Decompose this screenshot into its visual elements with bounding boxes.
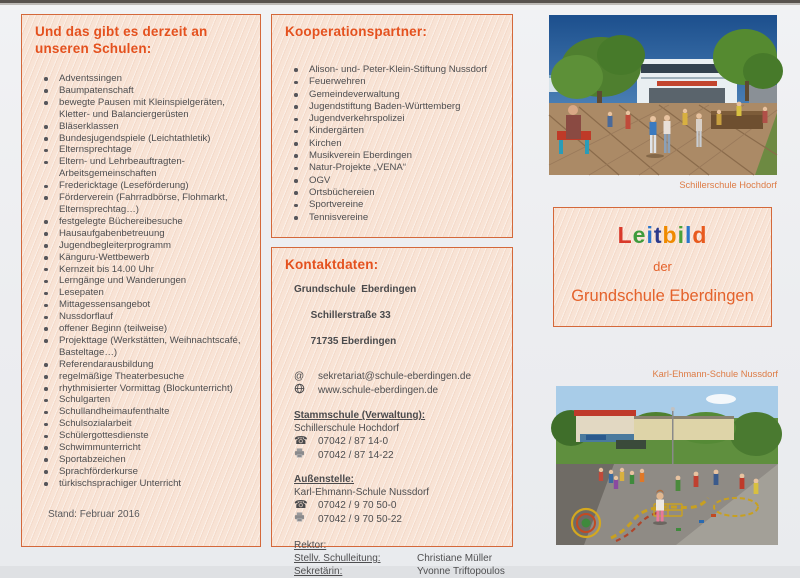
activities-list-item: Sprachförderkurse — [59, 466, 246, 478]
phone-icon: ☎ — [294, 435, 308, 447]
staff-name: Christiane Müller — [417, 553, 493, 564]
date-stamp: Stand: Februar 2016 — [48, 509, 140, 520]
leitbild-subtitle-der: der — [653, 259, 672, 274]
activities-list-item: Nussdorflauf — [59, 311, 246, 323]
staff-row — [294, 565, 512, 578]
activities-list-item: Lerngänge und Wanderungen — [59, 275, 246, 287]
email-row — [294, 370, 512, 383]
schillerschule-photo-art — [549, 15, 777, 175]
staff-row — [294, 552, 512, 565]
staff-role: Rektor: — [294, 540, 327, 551]
partners-list — [272, 64, 504, 224]
partners-list-item: Feuerwehren — [309, 76, 498, 88]
main-school-name: Schillerschule Hochdorf — [294, 423, 400, 434]
activities-list-item: Kernzeit bis 14.00 Uhr — [59, 264, 246, 276]
at-sign-icon: @ — [294, 371, 305, 382]
staff-name: Yvonne Triftopoulos — [417, 566, 505, 577]
activities-list-item: Lesepaten — [59, 287, 246, 299]
partners-list-item: Natur-Projekte „VENA“ — [309, 162, 498, 174]
activities-list-item: regelmäßige Theaterbesuche — [59, 371, 246, 383]
leitbild-letter: e — [632, 222, 647, 248]
leitbild-letter: i — [646, 222, 654, 248]
staff-role: Sekretärin: — [294, 566, 343, 577]
branch-name: Karl-Ehmann-Schule Nussdorf — [294, 487, 430, 498]
leitbild-wordmark — [554, 223, 771, 247]
partners-list-item: Ortsbüchereien — [309, 187, 498, 199]
leitbild-letter: b — [662, 222, 678, 248]
globe-icon — [294, 383, 318, 398]
main-school-phone-row — [294, 435, 512, 448]
activities-list-item: Bundesjugendspiele (Leichtathletik) — [59, 133, 246, 145]
partners-list-item: Sportvereine — [309, 199, 498, 211]
city: 71735 Eberdingen — [310, 336, 397, 347]
activities-list — [22, 73, 252, 490]
activities-list-item: Känguru-Wettbewerb — [59, 252, 246, 264]
activities-list-item: Mittagessensangebot — [59, 299, 246, 311]
activities-list-item: Fredericktage (Leseförderung) — [59, 180, 246, 192]
photo2-caption: Karl-Ehmann-Schule Nussdorf — [652, 369, 778, 379]
main-school-phone: 07042 / 87 14-0 — [318, 436, 389, 447]
activities-list-item: Förderverein (Fahrradbörse, Flohmarkt, Elternsprechtag…) — [59, 192, 246, 216]
main-school-section — [294, 409, 512, 462]
email-address: sekretariat@schule-eberdingen.de — [318, 371, 472, 382]
photo1-caption: Schillerschule Hochdorf — [679, 180, 777, 190]
leitbild-letter: L — [617, 222, 633, 248]
activities-list-item: rhythmisierter Vormittag (Blockunterricht) — [59, 383, 246, 395]
contact-title: Kontaktdaten: — [285, 257, 379, 272]
school-name: Grundschule Eberdingen — [294, 284, 417, 295]
contact-rows — [294, 370, 512, 398]
partners-list-item: Alison- und- Peter-Klein-Stiftung Nussdorf — [309, 64, 498, 76]
branch-fax: 07042 / 9 70 50-22 — [318, 513, 402, 525]
activities-list-item: Schulsozialarbeit — [59, 418, 246, 430]
leitbild-letter: l — [684, 222, 693, 248]
main-school-label: Stammschule (Verwaltung): — [294, 410, 426, 421]
activities-title: Und das gibt es derzeit an unseren Schulen: — [35, 24, 208, 56]
cloud — [706, 394, 736, 404]
partners-panel — [271, 14, 513, 238]
scan-edge-highlight — [0, 3, 800, 5]
activities-list-item: offener Beginn (teilweise) — [59, 323, 246, 335]
branch-section — [294, 473, 512, 526]
karl-ehmann-photo-art — [556, 386, 778, 545]
branch-phone: 07042 / 9 70 50-0 — [318, 500, 397, 511]
leitbild-letter: d — [692, 222, 708, 248]
activities-list-item: bewegte Pausen mit Kleinspielgeräten, Kletter- und Balanciergerüsten — [59, 97, 246, 121]
leitbild-school-name: Grundschule Eberdingen — [571, 287, 754, 305]
partners-list-item: Gemeindeverwaltung — [309, 89, 498, 101]
activities-list-item: Adventssingen — [59, 73, 246, 85]
leitbild-title-box — [553, 207, 772, 327]
fax-icon — [294, 512, 318, 526]
partners-list-item: Jugendverkehrspolizei — [309, 113, 498, 125]
branch-phone-row — [294, 499, 512, 512]
activities-list-item: Projekttage (Werkstätten, Weihnachtscafé, Basteltage…) — [59, 335, 246, 359]
branch-fax-row — [294, 512, 512, 526]
staff-role: Stellv. Schulleitung: — [294, 553, 381, 564]
activities-panel — [21, 14, 261, 547]
street: Schillerstraße 33 — [310, 310, 391, 321]
website-url: www.schule-eberdingen.de — [318, 385, 439, 396]
phone-icon: ☎ — [294, 499, 308, 511]
staff-row — [294, 539, 512, 552]
main-school-fax-row — [294, 448, 512, 462]
leitbild-letter: i — [677, 222, 685, 248]
activities-list-item: Bläserklassen — [59, 121, 246, 133]
activities-list-item: Elternsprechtage — [59, 144, 246, 156]
karl-ehmann-photo — [556, 386, 778, 545]
activities-list-item: türkischsprachiger Unterricht — [59, 478, 246, 490]
schillerschule-photo — [549, 15, 777, 175]
activities-list-item: Schülergottesdienste — [59, 430, 246, 442]
contact-panel — [271, 247, 513, 577]
website-row — [294, 383, 512, 398]
partners-list-item: Musikverein Eberdingen — [309, 150, 498, 162]
activities-list-item: Schulgarten — [59, 394, 246, 406]
partners-list-item: Jugendstiftung Baden-Württemberg — [309, 101, 498, 113]
activities-list-item: Jugendbegleiterprogramm — [59, 240, 246, 252]
partners-list-item: Kirchen — [309, 138, 498, 150]
branch-label: Außenstelle: — [294, 474, 355, 485]
activities-list-item: Baumpatenschaft — [59, 85, 246, 97]
activities-list-item: Schwimmunterricht — [59, 442, 246, 454]
partners-title: Kooperationspartner: — [285, 24, 428, 39]
activities-list-item: festgelegte Büchereibesuche — [59, 216, 246, 228]
staff-block — [294, 539, 512, 578]
activities-list-item: Sportabzeichen — [59, 454, 246, 466]
activities-list-item: Eltern- und Lehrbeauftragten-Arbeitsgemeinschaften — [59, 156, 246, 180]
activities-list-item: Schullandheimaufenthalte — [59, 406, 246, 418]
activities-list-item: Hausaufgabenbetreuung — [59, 228, 246, 240]
fax-icon — [294, 448, 318, 462]
partners-list-item: Kindergärten — [309, 125, 498, 137]
address-block — [294, 283, 512, 361]
activities-list-item: Referendarausbildung — [59, 359, 246, 371]
main-school-fax: 07042 / 87 14-22 — [318, 449, 394, 461]
partners-list-item: OGV — [309, 175, 498, 187]
partners-list-item: Tennisvereine — [309, 212, 498, 224]
leitbild-letter: t — [653, 222, 663, 248]
